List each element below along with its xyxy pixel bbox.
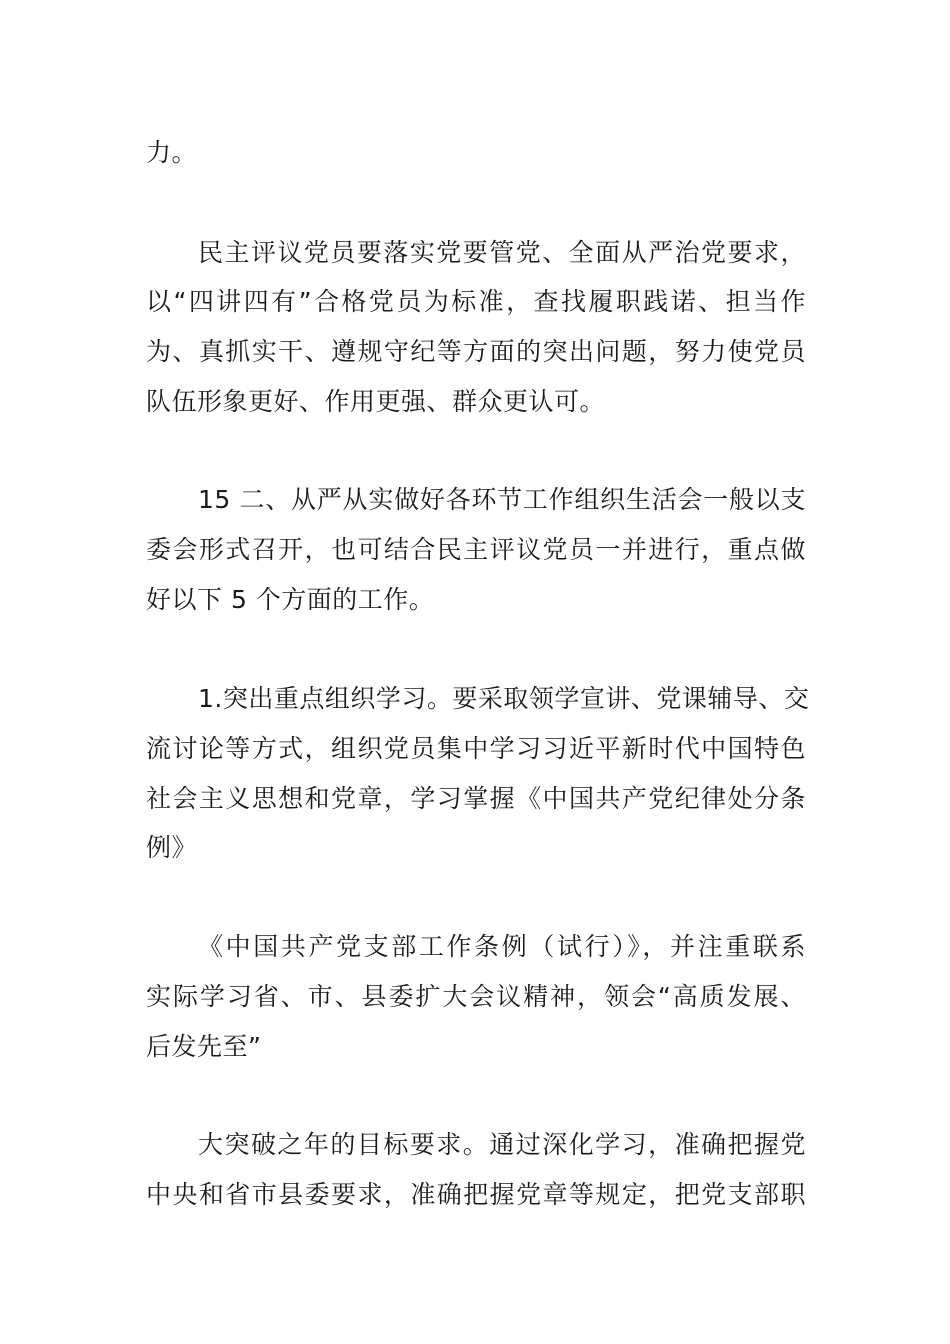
paragraph-line: 民主评议党员要落实党要管党、全面从严治党要求， xyxy=(198,238,806,267)
paragraph-line: 实际学习省、市、县委扩大会议精神，领会“高质发展、 xyxy=(146,982,806,1011)
paragraph-line: 《中国共产党支部工作条例（试行）》，并注重联系 xyxy=(198,932,806,961)
paragraph-line: 以“四讲四有”合格党员为标准，查找履职践诺、担当作 xyxy=(146,287,806,316)
paragraph-line: 好以下 5 个方面的工作。 xyxy=(146,585,435,614)
paragraph-line: 委会形式召开，也可结合民主评议党员一并进行，重点做 xyxy=(146,535,806,564)
paragraph-line: 流讨论等方式，组织党员集中学习习近平新时代中国特色 xyxy=(146,734,806,763)
paragraph-line: 社会主义思想和党章，学习掌握《中国共产党纪律处分条 xyxy=(146,784,806,813)
paragraph-line: 1.突出重点组织学习。要采取领学宣讲、党课辅导、交 xyxy=(198,684,810,713)
paragraph-line: 例》 xyxy=(146,833,198,862)
paragraph-line: 后发先至” xyxy=(146,1032,262,1061)
paragraph-line: 15 二、从严从实做好各环节工作组织生活会一般以支 xyxy=(198,485,806,514)
paragraph-line: 队伍形象更好、作用更强、群众更认可。 xyxy=(146,387,606,416)
paragraph-line: 大突破之年的目标要求。通过深化学习，准确把握党 xyxy=(198,1130,806,1159)
paragraph-line: 力。 xyxy=(146,138,198,167)
paragraph-line: 中央和省市县委要求，准确把握党章等规定，把党支部职 xyxy=(146,1180,806,1209)
paragraph-line: 为、真抓实干、遵规守纪等方面的突出问题，努力使党员 xyxy=(146,337,806,366)
